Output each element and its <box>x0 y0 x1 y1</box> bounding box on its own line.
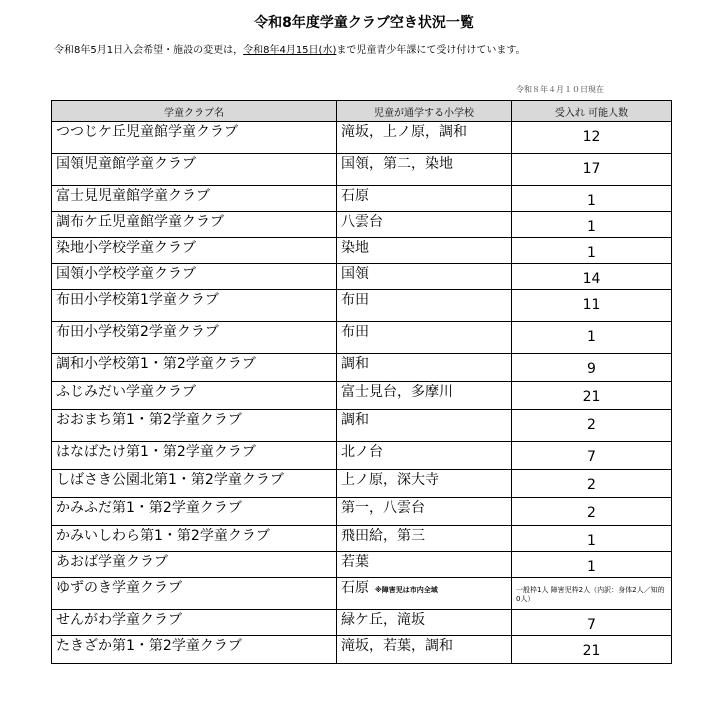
club-schools: 石原 <box>337 186 512 212</box>
capacity-value: 7 <box>587 449 596 465</box>
school-note: ※障害児は市内全域 <box>375 586 438 594</box>
club-name: あおば学童クラブ <box>52 552 337 578</box>
table-row <box>52 442 672 470</box>
club-name: 調和小学校第1・第2学童クラブ <box>52 354 337 382</box>
table-row <box>52 610 672 636</box>
school-value: 石原 <box>341 580 369 596</box>
notice-suffix: まで児童青少年課にて受け付けています。 <box>336 45 526 56</box>
club-schools: 国領 <box>337 264 512 290</box>
table-row <box>52 212 672 238</box>
capacity-value: 21 <box>582 389 601 405</box>
club-capacity <box>512 290 672 322</box>
capacity-value: 2 <box>587 505 596 521</box>
club-capacity <box>512 552 672 578</box>
club-capacity <box>512 636 672 664</box>
table-row <box>52 470 672 498</box>
capacity-value: 12 <box>582 129 601 145</box>
table-row <box>52 382 672 410</box>
club-schools: 調和 <box>337 410 512 442</box>
capacity-value: 17 <box>582 161 601 177</box>
page-title: 令和8年度学童クラブ空き状況一覧 <box>254 15 474 31</box>
capacity-value: 11 <box>582 297 601 313</box>
club-schools: 布田 <box>337 290 512 322</box>
club-name: 調布ケ丘児童館学童クラブ <box>52 212 337 238</box>
club-schools: 上ノ原，深大寺 <box>337 470 512 498</box>
club-name: たきざか第1・第2学童クラブ <box>52 636 337 664</box>
notice-text <box>54 41 526 56</box>
club-capacity <box>512 382 672 410</box>
table-row <box>52 322 672 354</box>
availability-table <box>51 100 672 664</box>
table-row <box>52 290 672 322</box>
club-capacity <box>512 122 672 154</box>
capacity-value: 7 <box>587 617 596 633</box>
capacity-value: 1 <box>587 219 596 235</box>
club-name: 布田小学校第1学童クラブ <box>52 290 337 322</box>
table-row <box>52 552 672 578</box>
club-name: ふじみだい学童クラブ <box>52 382 337 410</box>
club-name: せんがわ学童クラブ <box>52 610 337 636</box>
capacity-value: 1 <box>587 559 596 575</box>
table-row <box>52 154 672 186</box>
club-name: つつじケ丘児童館学童クラブ <box>52 122 337 154</box>
club-schools: 飛田給，第三 <box>337 526 512 552</box>
club-name: しばさき公園北第1・第2学童クラブ <box>52 470 337 498</box>
club-schools: 滝坂，上ノ原，調和 <box>337 122 512 154</box>
club-name: おおまち第1・第2学童クラブ <box>52 410 337 442</box>
club-capacity <box>512 526 672 552</box>
notice-deadline: 令和8年4月15日(水) <box>243 45 337 56</box>
club-capacity <box>512 498 672 526</box>
club-capacity <box>512 354 672 382</box>
club-capacity <box>512 470 672 498</box>
club-schools: 調和 <box>337 354 512 382</box>
club-schools: 富士見台，多摩川 <box>337 382 512 410</box>
club-schools: 八雲台 <box>337 212 512 238</box>
notice-prefix: 令和8年5月1日入会希望・施設の変更は， <box>54 45 244 56</box>
club-name: 染地小学校学童クラブ <box>52 238 337 264</box>
club-name: かみふだ第1・第2学童クラブ <box>52 498 337 526</box>
club-capacity <box>512 442 672 470</box>
as-of-date: 令和８年４月１０日現在 <box>516 85 604 94</box>
club-capacity <box>512 264 672 290</box>
club-capacity <box>512 238 672 264</box>
club-name: はなばたけ第1・第2学童クラブ <box>52 442 337 470</box>
capacity-value: 1 <box>587 329 596 345</box>
capacity-value: 2 <box>587 417 596 433</box>
capacity-value: 1 <box>587 193 596 209</box>
club-capacity <box>512 212 672 238</box>
capacity-value: 2 <box>587 477 596 493</box>
club-capacity <box>512 186 672 212</box>
capacity-value: 9 <box>587 361 596 377</box>
header-club-name: 学童クラブ名 <box>52 101 337 122</box>
capacity-value: 14 <box>582 271 601 287</box>
table-row <box>52 526 672 552</box>
table-row <box>52 264 672 290</box>
table-row <box>52 186 672 212</box>
club-name: かみいしわら第1・第2学童クラブ <box>52 526 337 552</box>
club-schools: 国領，第二，染地 <box>337 154 512 186</box>
club-schools: 若葉 <box>337 552 512 578</box>
club-capacity <box>512 322 672 354</box>
club-schools: 緑ケ丘，滝坂 <box>337 610 512 636</box>
club-name: 国領小学校学童クラブ <box>52 264 337 290</box>
capacity-note: 一般枠1人 障害児枠2人（内訳：身体2人／知的0人） <box>516 586 665 603</box>
club-schools <box>337 578 512 610</box>
header-schools: 児童が通学する小学校 <box>337 101 512 122</box>
club-name: 国領児童館学童クラブ <box>52 154 337 186</box>
club-capacity <box>512 410 672 442</box>
capacity-value: 1 <box>587 533 596 549</box>
table-row <box>52 122 672 154</box>
club-schools: 染地 <box>337 238 512 264</box>
capacity-value: 1 <box>587 245 596 261</box>
club-schools: 第一，八雲台 <box>337 498 512 526</box>
table-row <box>52 238 672 264</box>
club-capacity <box>512 154 672 186</box>
table-row <box>52 636 672 664</box>
club-schools: 滝坂，若葉，調和 <box>337 636 512 664</box>
club-capacity <box>512 578 672 610</box>
club-schools: 北ノ台 <box>337 442 512 470</box>
table-header-row <box>52 101 672 122</box>
club-name: 富士見児童館学童クラブ <box>52 186 337 212</box>
club-name: 布田小学校第2学童クラブ <box>52 322 337 354</box>
table-row <box>52 578 672 610</box>
club-name: ゆずのき学童クラブ <box>52 578 337 610</box>
capacity-value: 21 <box>582 643 601 659</box>
table-row <box>52 410 672 442</box>
header-capacity: 受入れ 可能人数 <box>512 101 672 122</box>
table-row <box>52 354 672 382</box>
table-row <box>52 498 672 526</box>
club-capacity <box>512 610 672 636</box>
club-schools: 布田 <box>337 322 512 354</box>
